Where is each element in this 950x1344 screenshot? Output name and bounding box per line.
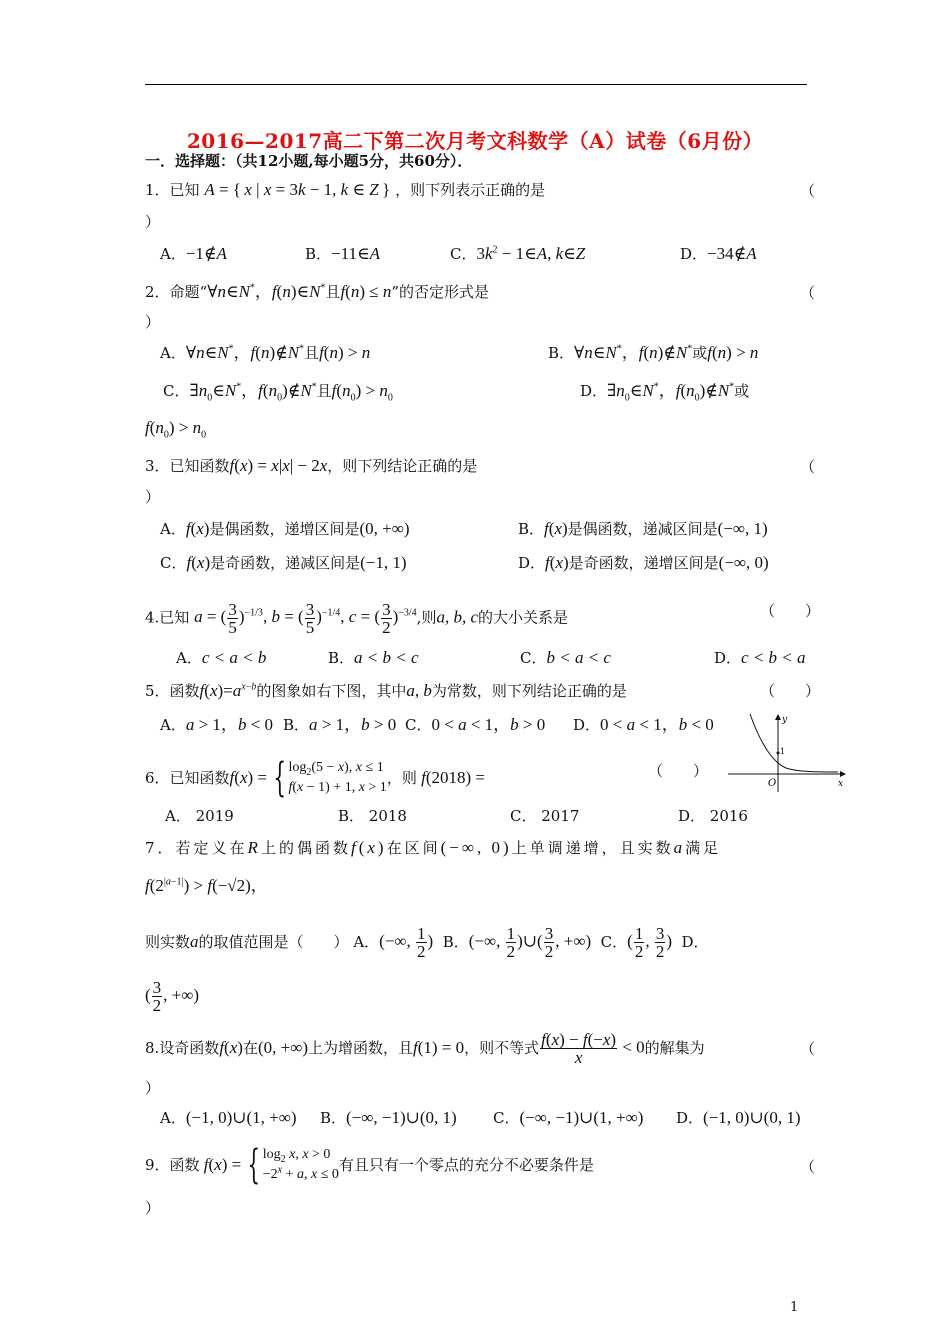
q7-options: 则实数 a 的取值范围是（ ） A． (−∞, $\frac{1}{2}$ ) B． (−∞, $\frac{1}{2}$ )∪( $\frac{3}{2}$ , +∞) C． ( $\frac{1}{2}$ , $\frac{3}{2}$ ) D． [145, 923, 709, 961]
q3-option-a: A．f(x)是偶函数，递增区间是(0, +∞) [160, 519, 410, 538]
answer-paren-open: （ [800, 1158, 816, 1176]
q2-option-a: A．∀n∈N*，f(n)∉N*且f(n) > n [160, 343, 371, 362]
q3-option-c: C．f(x)是奇函数，递减区间是(−1, 1) [160, 553, 407, 572]
q1-option-b: B．−11∈A [305, 244, 380, 263]
q4-option-c: C．b < a < c [520, 648, 611, 667]
q3-option-b: B．f(x)是偶函数，递减区间是(−∞, 1) [518, 519, 768, 538]
q1-option-d: D．−34∉A [680, 244, 757, 263]
q1-option-c: C．$3k^2$ − 1∈A, k∈Z [450, 244, 586, 263]
q5-option-a: A．a > 1，b < 0 [160, 715, 274, 734]
q4-option-b: B．a < b < c [328, 648, 419, 667]
q6-option-b: B． 2018 [338, 807, 407, 825]
q2-option-d-cont: $f(n_0) > n_0$ [145, 418, 207, 441]
answer-paren: （ ） [760, 602, 821, 620]
q1-option-a: A．−1∉A [160, 244, 227, 263]
q8-option-b: B．(−∞, −1)∪(0, 1) [320, 1108, 457, 1127]
q2-option-c: C．$\exists n_0\in N^*$，$f(n_0)\notin N^*$且$f(n_0) > n_0$ [163, 381, 393, 404]
curve [750, 714, 838, 772]
q8-option-a: A．(−1, 0)∪(1, +∞) [160, 1108, 297, 1127]
question-9: 9．函数 f(x) = { $\log_2 x$, x > 0 $-2^x + a$, x ≤ 0 有且只有一个零点的充分不必要条件是 [145, 1142, 594, 1188]
origin-label: O [768, 778, 777, 789]
question-1: 1．已知 A = { x | x = 3k − 1, k ∈ Z } ，则下列表示正确的是 [145, 180, 546, 199]
answer-paren-close: ） [145, 213, 161, 231]
q5-option-b: B．a > 1，b > 0 [283, 715, 397, 734]
answer-paren-close: ） [145, 313, 161, 331]
q6-option-d: D． 2016 [678, 807, 748, 825]
q5-option-c: C．0 < a < 1，b > 0 [405, 715, 546, 734]
question-4: 4.已知 a = ( $\frac{3}{5}$ )$^{-1/3}$, b = ( $\frac{3}{5}$ )$^{-1/4}$, c = ( $\frac{3}{2}$ )$^{-3/4}$,则a, b, c的大小关系是 [145, 600, 569, 637]
q8-option-c: C．(−∞, −1)∪(1, +∞) [493, 1108, 644, 1127]
page-number: 1 [790, 1300, 799, 1315]
q7-option-d: ( $\frac{3}{2}$ , +∞) [145, 977, 200, 1015]
answer-paren: （ ） [760, 682, 821, 700]
y-label: y [782, 715, 788, 725]
answer-paren-open: （ [800, 182, 816, 200]
q5-option-d: D．0 < a < 1，b < 0 [573, 715, 714, 734]
q2-option-d: D．$\exists n_0\in N^*$，$f(n_0)\notin N^*$或 [580, 381, 750, 404]
exponential-graph [728, 712, 848, 792]
q3-option-d: D．f(x)是奇函数，递增区间是(−∞, 0) [518, 553, 769, 572]
header-rule [145, 84, 807, 85]
q4-option-a: A．c < a < b [176, 648, 267, 667]
q8-option-d: D．(−1, 0)∪(0, 1) [676, 1108, 801, 1127]
answer-paren-open: （ [800, 284, 816, 302]
question-5: 5．函数$f(x)=a^{x-b}$的图象如右下图，其中a, b为常数，则下列结论正确的是 [145, 681, 627, 700]
q4-option-d: D．c < b < a [714, 648, 806, 667]
q7-condition: $f(2^{|a-1|}) > f(-√2)$， [145, 876, 268, 895]
one-label: 1 [780, 747, 786, 756]
question-3: 3．已知函数f(x) = x|x| − 2x，则下列结论正确的是 [145, 456, 478, 475]
answer-paren-close: ） [145, 1079, 161, 1097]
y-axis-arrow [775, 714, 781, 720]
question-6: 6．已知函数 f(x) = { $\log_2(5 - x)$, x ≤ 1 f(x − 1) + 1, x > 1 ，则 f(2018) = [145, 755, 485, 801]
question-7: 7．若定义在R上的偶函数f(x)在区间(−∞, 0)上单调递增，且实数a满足 [145, 838, 722, 857]
q6-option-c: C． 2017 [510, 807, 580, 825]
section-heading: 一．选择题：（共12小题,每小题5分，共60分）． [145, 152, 473, 170]
x-label: x [838, 779, 844, 789]
answer-paren-close: ） [145, 488, 161, 506]
question-2: 2．命题“∀n∈N*，f(n)∈N*且f(n) ≤ n”的否定形式是 [145, 282, 490, 301]
answer-paren-close: ） [145, 1199, 161, 1217]
page-title: 2016—2017高二下第二次月考文科数学（A）试卷（6月份） [186, 129, 764, 153]
x-axis-arrow [840, 771, 846, 777]
answer-paren-open: （ [800, 1040, 816, 1058]
q2-option-b: B．∀n∈N*，f(n)∉N*或f(n) > n [548, 343, 759, 362]
answer-paren-open: （ [800, 458, 816, 476]
question-8: 8.设奇函数 f(x) 在 (0, +∞) 上为增函数，且 f(1) = 0 ，则不等式 $\frac{f(x) - f(-x)}{x}$ < 0 的解集为 [145, 1029, 705, 1067]
answer-paren: （ ） [648, 762, 709, 780]
q6-option-a: A． 2019 [165, 807, 234, 825]
